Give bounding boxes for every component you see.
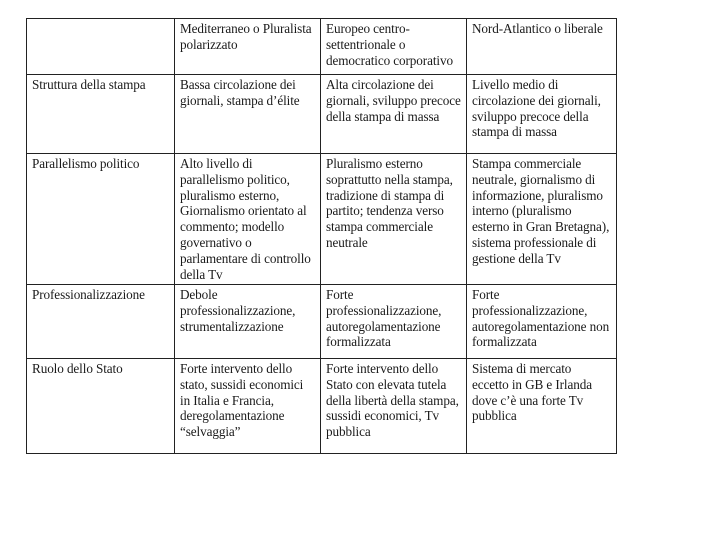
row-label: Ruolo dello Stato <box>27 359 175 454</box>
table-cell: Forte professionalizzazione, autoregolamentazione non formalizzata <box>467 285 617 359</box>
table-cell: Debole professionalizzazione, strumentalizzazione <box>175 285 321 359</box>
table-cell: Stampa commerciale neutrale, giornalismo di informazione, pluralismo interno (pluralismo esterno in Gran Bretagna), sistema professionale di gestione della Tv <box>467 154 617 285</box>
header-mediterranean-model: Mediterraneo o Pluralista polarizzato <box>175 19 321 75</box>
table-cell: Pluralismo esterno soprattutto nella stampa, tradizione di stampa di partito; tendenza verso stampa commerciale neutrale <box>321 154 467 285</box>
row-label: Professionalizzazione <box>27 285 175 359</box>
table-cell: Alto livello di parallelismo politico, pluralismo esterno, Giornalismo orientato al commento; modello governativo o parlamentare di controllo della Tv <box>175 154 321 285</box>
header-corporatist-model: Europeo centro-settentrionale o democratico corporativo <box>321 19 467 75</box>
table-cell: Forte professionalizzazione, autoregolamentazione formalizzata <box>321 285 467 359</box>
table-row-political-parallelism <box>27 154 617 285</box>
row-label: Struttura della stampa <box>27 75 175 154</box>
header-liberal-model: Nord-Atlantico o liberale <box>467 19 617 75</box>
table-cell: Bassa circolazione dei giornali, stampa d’élite <box>175 75 321 154</box>
table-header-row <box>27 19 617 75</box>
header-empty-cell <box>27 19 175 75</box>
table-row-role-of-state <box>27 359 617 454</box>
table-row-professionalization <box>27 285 617 359</box>
table-cell: Alta circolazione dei giornali, sviluppo precoce della stampa di massa <box>321 75 467 154</box>
table-cell: Forte intervento dello Stato con elevata tutela della libertà della stampa, sussidi economici, Tv pubblica <box>321 359 467 454</box>
table-cell: Forte intervento dello stato, sussidi economici in Italia e Francia, deregolamentazione “selvaggia” <box>175 359 321 454</box>
table-cell: Livello medio di circolazione dei giornali, sviluppo precoce della stampa di massa <box>467 75 617 154</box>
table-cell: Sistema di mercato eccetto in GB e Irlanda dove c’è una forte Tv pubblica <box>467 359 617 454</box>
media-systems-table <box>26 18 617 454</box>
table-row-press-structure <box>27 75 617 154</box>
row-label: Parallelismo politico <box>27 154 175 285</box>
